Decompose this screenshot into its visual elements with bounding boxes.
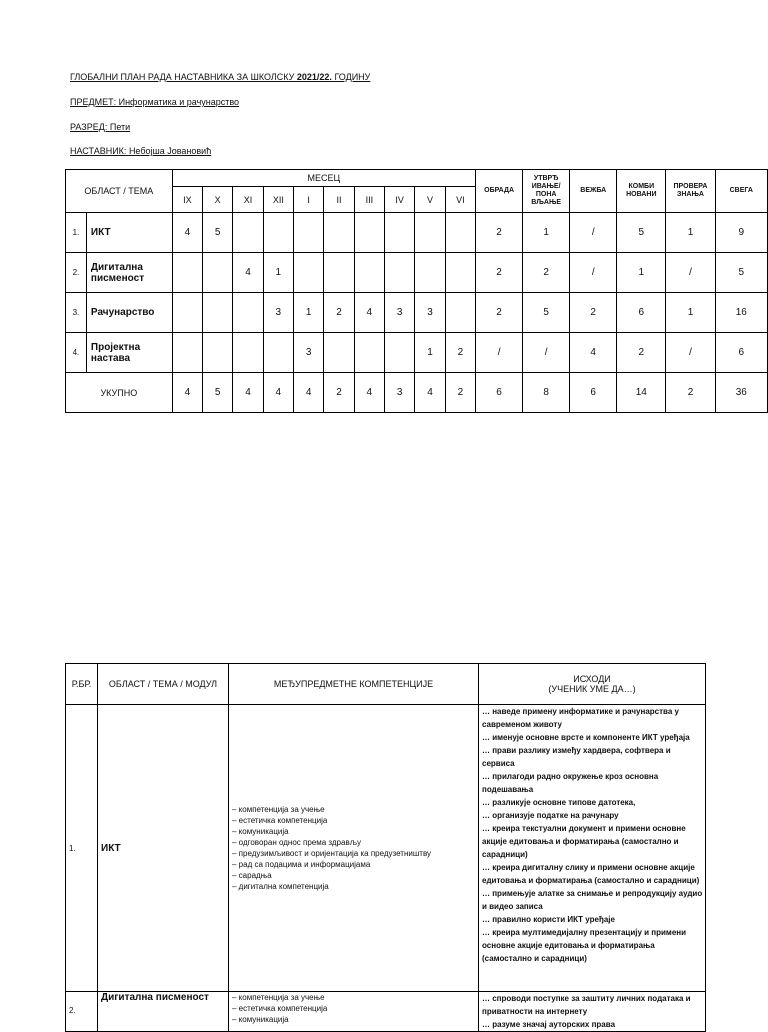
competence-item: – одговоран однос према здрављу <box>232 838 361 847</box>
month-hours-cell <box>324 253 354 293</box>
hours-p-cell: / <box>666 253 715 293</box>
month-hours-cell <box>203 293 233 333</box>
teacher-label: НАСТАВНИК: <box>70 146 127 156</box>
month-header-cell: IV <box>384 187 414 213</box>
competence-item: – дигитална компетенција <box>232 882 329 891</box>
hours-p-cell: 1 <box>666 293 715 333</box>
total-label: УКУПНО <box>66 373 173 413</box>
month-hours-cell: 3 <box>263 293 293 333</box>
outcome-row <box>66 992 706 1032</box>
month-hours-cell <box>354 213 384 253</box>
outcome-item: … прави разлику између хардвера, софтвера и сервиса <box>482 746 673 768</box>
month-hours-cell: 3 <box>415 293 445 333</box>
total-s-cell: 36 <box>715 373 767 413</box>
grade-value: Пети <box>109 122 131 132</box>
hours-p-cell: / <box>666 333 715 373</box>
hours-s-cell: 5 <box>715 253 767 293</box>
hours-v-cell: / <box>570 213 617 253</box>
area-name: ИКТ <box>86 213 172 253</box>
competences-cell <box>229 992 479 1032</box>
hours-o-cell: 2 <box>476 293 523 333</box>
total-month-cell: 4 <box>294 373 324 413</box>
outcome-item: … примењује алатке за снимање и репродукцију аудио и видео записа <box>482 889 705 911</box>
outcome-item: … креира дигиталну слику и примени основне акције едитовања и форматирања (самостално и сарадници) <box>482 863 700 885</box>
teacher-value: Небојша Јовановић <box>128 146 212 156</box>
area-name: Дигитална писменост <box>86 253 172 293</box>
competence-item: – естетичка компетенција <box>232 816 328 825</box>
hours-v-cell: / <box>570 253 617 293</box>
total-k-cell: 14 <box>617 373 666 413</box>
month-hours-cell <box>294 213 324 253</box>
month-hours-cell <box>263 213 293 253</box>
hours-v-cell: 4 <box>570 333 617 373</box>
month-hours-cell <box>324 333 354 373</box>
outcome-item: … креира текстуални документ и примени основне акције едитовања и форматирања (самостално и сарадници) <box>482 824 688 859</box>
utvrdjivanje-header: УТВРЂ ИВАЊЕ/ ПОНА ВЉАЊЕ <box>523 170 570 213</box>
outcome-area-name: ИКТ <box>98 705 229 992</box>
month-hours-cell <box>445 253 475 293</box>
month-hours-cell <box>172 253 202 293</box>
hours-s-cell: 16 <box>715 293 767 333</box>
month-hours-cell <box>324 213 354 253</box>
competence-item: – сарадња <box>232 871 272 880</box>
month-hours-cell <box>172 293 202 333</box>
plan-row <box>66 253 768 293</box>
outcome-item: … наведе примену информатике и рачунарства у савременом животу <box>482 707 682 729</box>
month-header: МЕСЕЦ <box>172 170 475 187</box>
outcomes-table <box>65 663 706 1032</box>
competence-item: – естетичка компетенција <box>232 1004 328 1013</box>
total-month-cell: 4 <box>354 373 384 413</box>
month-hours-cell: 2 <box>324 293 354 333</box>
month-hours-cell <box>203 333 233 373</box>
hours-o-cell: 2 <box>476 213 523 253</box>
outcome-row-number: 1. <box>66 705 98 992</box>
month-hours-cell <box>233 333 263 373</box>
month-hours-cell <box>294 253 324 293</box>
month-header-cell: III <box>354 187 384 213</box>
obrada-header: ОБРАДА <box>476 170 523 213</box>
hours-k-cell: 6 <box>617 293 666 333</box>
subject-label: ПРЕДМЕТ: <box>70 97 117 107</box>
area-name: Пројектна настава <box>86 333 172 373</box>
hours-p-cell: 1 <box>666 213 715 253</box>
hours-v-cell: 2 <box>570 293 617 333</box>
provera-header: ПРОВЕРА ЗНАЊА <box>666 170 715 213</box>
month-hours-cell <box>384 253 414 293</box>
month-header-cell: VI <box>445 187 475 213</box>
area-header: ОБЛАСТ / ТЕМА <box>66 170 173 213</box>
month-hours-cell <box>415 253 445 293</box>
hours-o-cell: / <box>476 333 523 373</box>
month-header-cell: IX <box>172 187 202 213</box>
outcome-item: … организује податке на рачунару <box>482 811 619 820</box>
title-text: ГЛОБАЛНИ ПЛАН РАДА НАСТАВНИКА ЗА ШКОЛСКУ <box>70 72 295 82</box>
outcomes-header <box>479 664 706 705</box>
row-number: 2. <box>66 253 87 293</box>
month-header-cell: V <box>415 187 445 213</box>
row-number: 3. <box>66 293 87 333</box>
month-hours-cell: 4 <box>354 293 384 333</box>
hours-s-cell: 6 <box>715 333 767 373</box>
area-module-header: ОБЛАСТ / ТЕМА / МОДУЛ <box>98 664 229 705</box>
outcome-item: … правилно користи ИКТ уређаје <box>482 915 615 924</box>
outcomes-cell <box>479 992 706 1032</box>
teacher-line <box>70 146 211 156</box>
month-hours-cell: 3 <box>384 293 414 333</box>
outcome-item: … разликује основне типове датотека, <box>482 798 636 807</box>
total-month-cell: 2 <box>324 373 354 413</box>
competence-item: – компетенција за учење <box>232 993 325 1002</box>
month-header-cell: I <box>294 187 324 213</box>
month-header-cell: XII <box>263 187 293 213</box>
month-hours-cell <box>263 333 293 373</box>
subject-line <box>70 97 239 107</box>
total-month-cell: 2 <box>445 373 475 413</box>
outcome-item: … именује основне врсте и компоненте ИКТ уређаја <box>482 733 690 742</box>
month-hours-cell <box>203 253 233 293</box>
total-p-cell: 2 <box>666 373 715 413</box>
competence-item: – комуникација <box>232 827 289 836</box>
hours-u-cell: 1 <box>523 213 570 253</box>
month-hours-cell <box>415 213 445 253</box>
total-row <box>66 373 768 413</box>
plan-row <box>66 293 768 333</box>
competence-item: – предузимљивост и оријентација ка предузетништву <box>232 849 432 858</box>
area-name: Рачунарство <box>86 293 172 333</box>
outcome-item: … прилагоди радно окружење кроз основна подешавања <box>482 772 661 794</box>
hours-u-cell: 5 <box>523 293 570 333</box>
month-hours-cell <box>445 213 475 253</box>
rb-header: Р.БР. <box>66 664 98 705</box>
kombinovani-header: КОМБИ НОВАНИ <box>617 170 666 213</box>
month-hours-cell: 1 <box>263 253 293 293</box>
month-header-cell: X <box>203 187 233 213</box>
hours-u-cell: / <box>523 333 570 373</box>
outcome-item: … креира мултимедијалну презентацију и примени основне акције едитовања и форматирања (самостално и сарадници) <box>482 928 689 963</box>
month-hours-cell <box>354 333 384 373</box>
month-header-cell: XI <box>233 187 263 213</box>
month-hours-cell: 4 <box>233 253 263 293</box>
svega-header: СВЕГА <box>715 170 767 213</box>
grade-line <box>70 122 130 132</box>
total-month-cell: 4 <box>415 373 445 413</box>
competence-item: – компетенција за учење <box>232 805 325 814</box>
outcomes-header-line1: ИСХОДИ <box>573 674 611 684</box>
row-number: 4. <box>66 333 87 373</box>
plan-row <box>66 213 768 253</box>
outcome-row <box>66 705 706 992</box>
month-hours-cell <box>172 333 202 373</box>
hours-u-cell: 2 <box>523 253 570 293</box>
total-month-cell: 3 <box>384 373 414 413</box>
hours-k-cell: 2 <box>617 333 666 373</box>
month-hours-cell: 5 <box>203 213 233 253</box>
outcomes-cell <box>479 705 706 992</box>
outcome-area-name: Дигитална писменост <box>98 992 229 1032</box>
outcome-item: … спроводи поступке за заштиту личних података и приватности на интернету <box>482 994 693 1016</box>
hours-k-cell: 1 <box>617 253 666 293</box>
outcome-row-number: 2. <box>66 992 98 1032</box>
subject-value: Информатика и рачунарство <box>118 97 240 107</box>
total-month-cell: 4 <box>233 373 263 413</box>
month-hours-cell <box>384 213 414 253</box>
global-plan-table <box>65 169 768 413</box>
month-hours-cell: 2 <box>445 333 475 373</box>
total-v-cell: 6 <box>570 373 617 413</box>
competences-cell <box>229 705 479 992</box>
total-u-cell: 8 <box>523 373 570 413</box>
outcome-item: … разуме значај ауторских права <box>482 1020 616 1029</box>
month-hours-cell: 1 <box>294 293 324 333</box>
total-month-cell: 4 <box>172 373 202 413</box>
competences-header: МЕЂУПРЕДМЕТНЕ КОМПЕТЕНЦИЈЕ <box>229 664 479 705</box>
hours-k-cell: 5 <box>617 213 666 253</box>
competence-item: – комуникација <box>232 1015 289 1024</box>
total-o-cell: 6 <box>476 373 523 413</box>
month-hours-cell <box>354 253 384 293</box>
vezba-header: ВЕЖБА <box>570 170 617 213</box>
row-number: 1. <box>66 213 87 253</box>
month-hours-cell: 1 <box>415 333 445 373</box>
month-hours-cell <box>445 293 475 333</box>
month-hours-cell: 3 <box>294 333 324 373</box>
school-year: 2021/22. <box>296 72 332 82</box>
total-month-cell: 4 <box>263 373 293 413</box>
total-month-cell: 5 <box>203 373 233 413</box>
month-hours-cell <box>233 293 263 333</box>
plan-row <box>66 333 768 373</box>
grade-label: РАЗРЕД: <box>70 122 108 132</box>
hours-o-cell: 2 <box>476 253 523 293</box>
outcomes-header-line2: (УЧЕНИК УМЕ ДА…) <box>548 684 636 694</box>
month-hours-cell <box>233 213 263 253</box>
month-hours-cell: 4 <box>172 213 202 253</box>
hours-s-cell: 9 <box>715 213 767 253</box>
document-title <box>70 72 370 82</box>
month-hours-cell <box>384 333 414 373</box>
month-header-cell: II <box>324 187 354 213</box>
title-end: ГОДИНУ <box>334 72 371 82</box>
competence-item: – рад са подацима и информацијама <box>232 860 371 869</box>
